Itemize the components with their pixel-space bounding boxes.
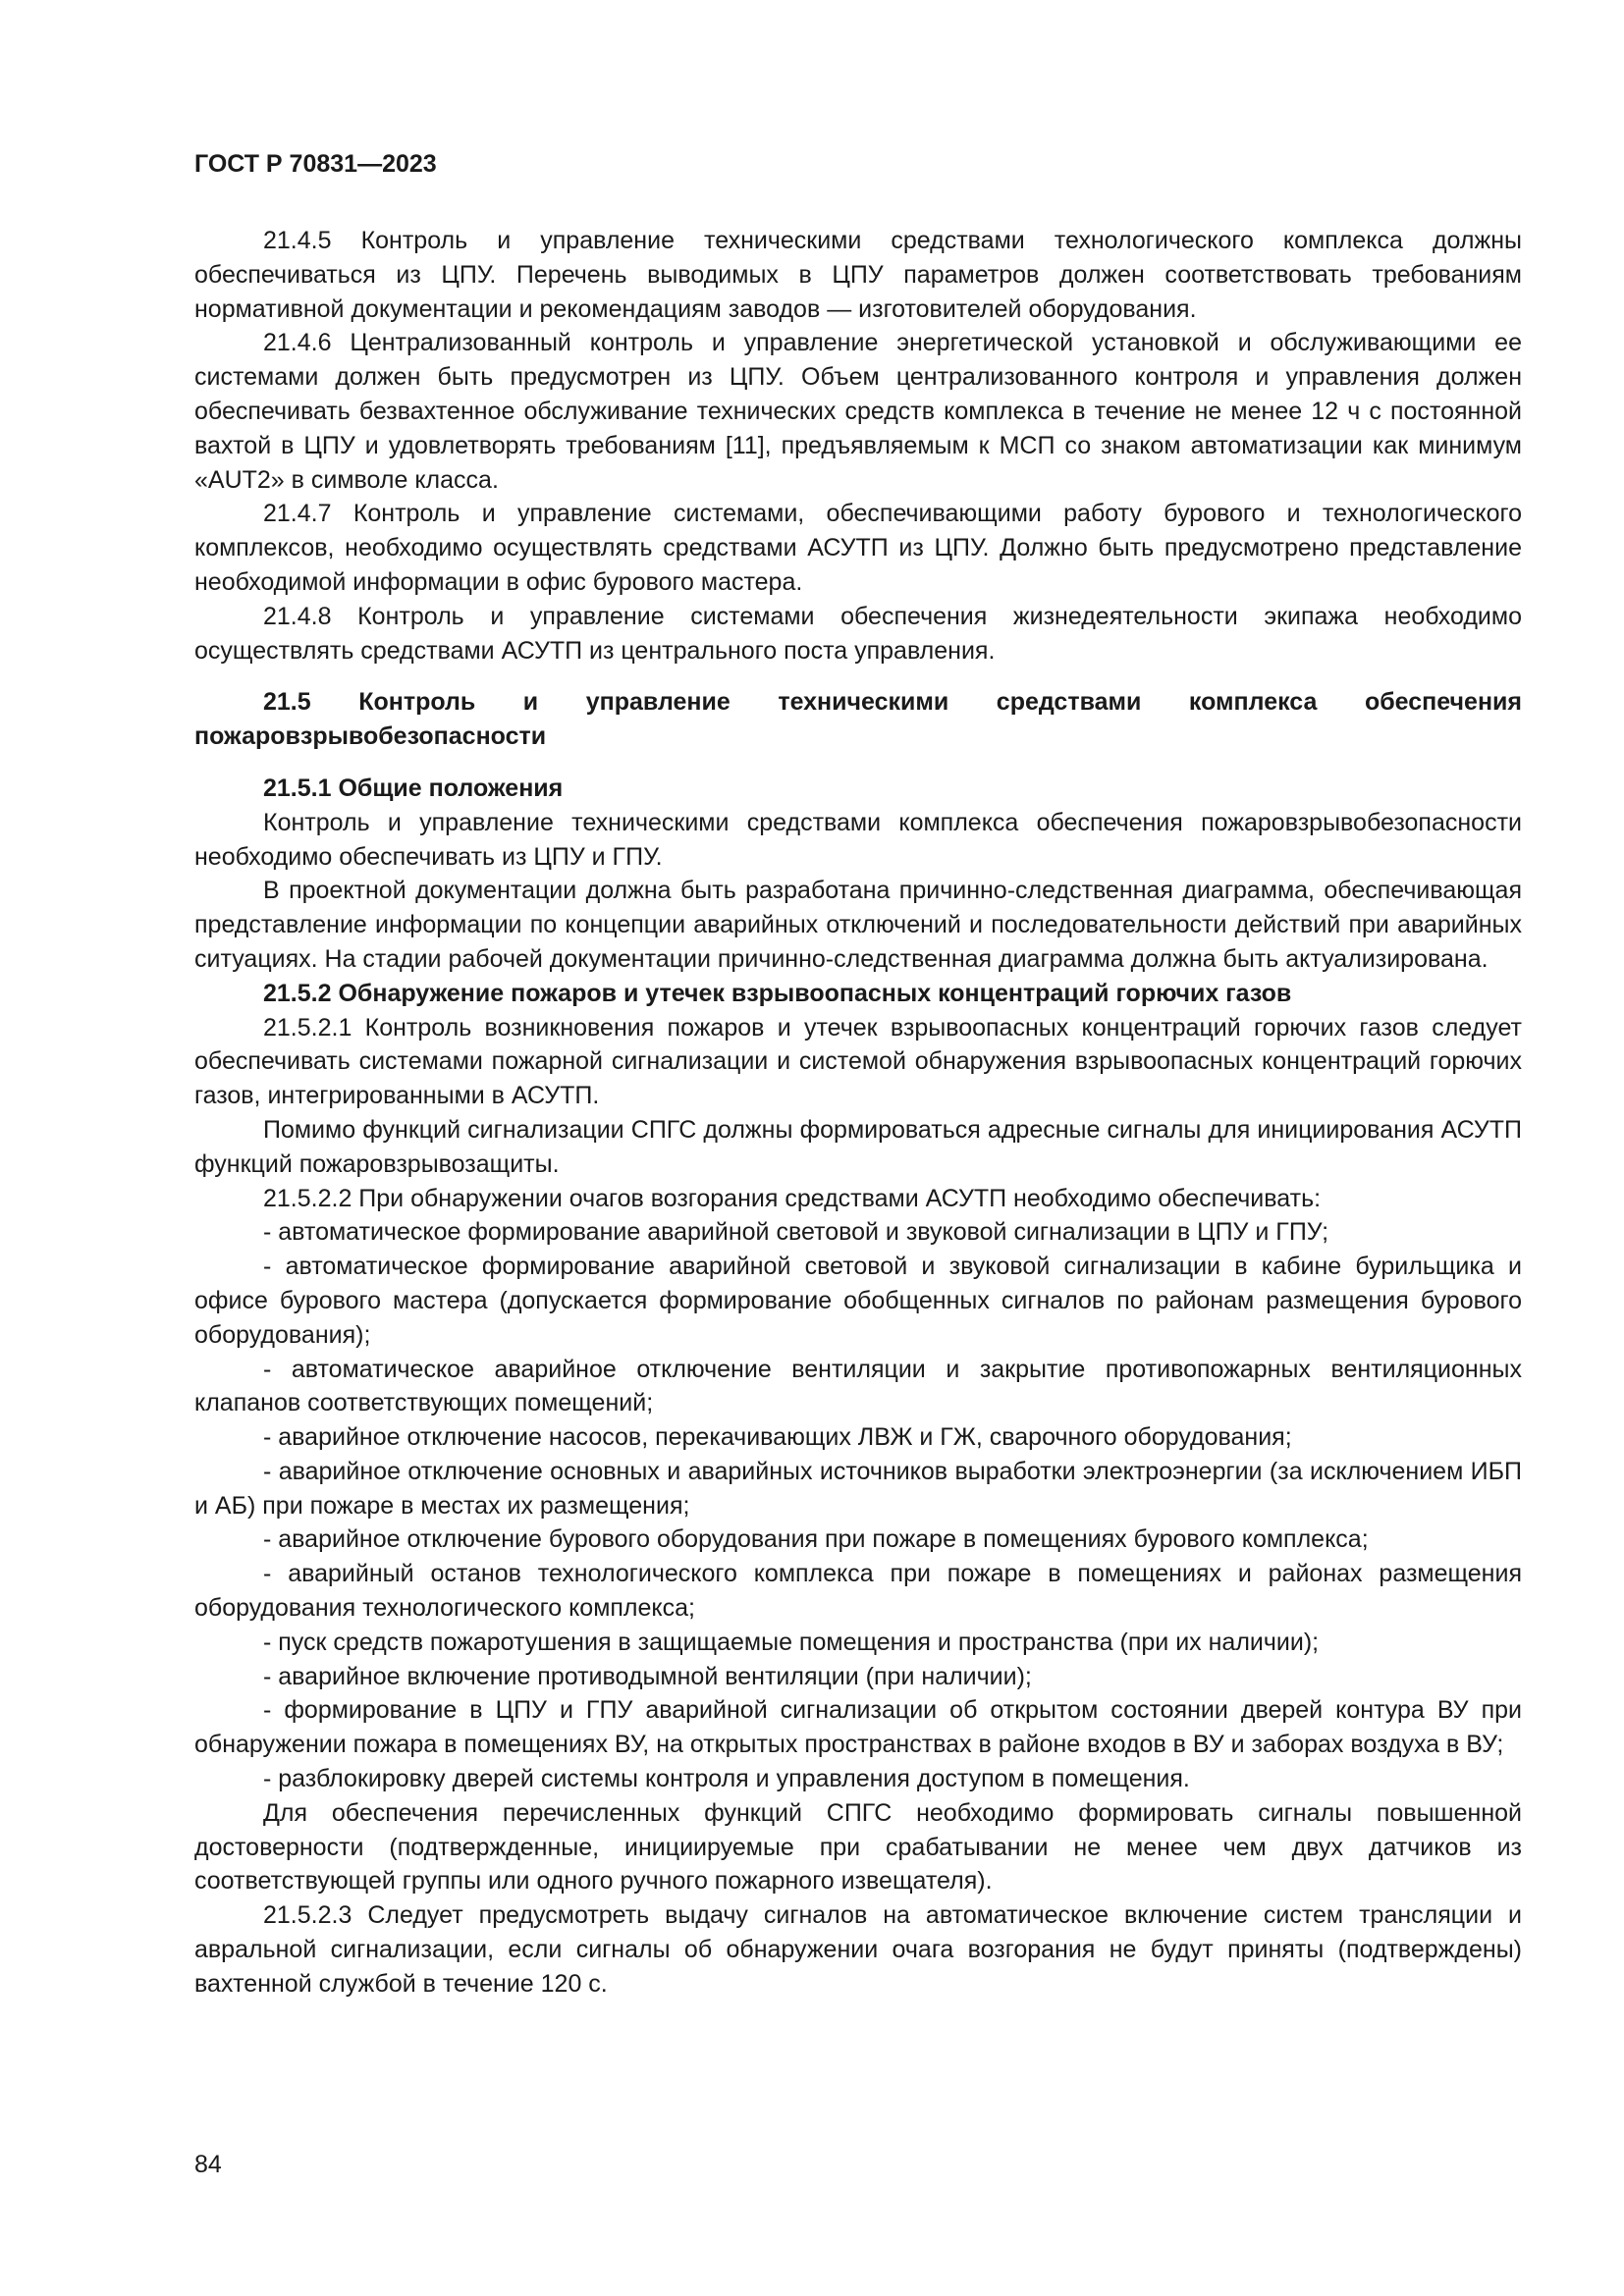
list-item: - автоматическое формирование аварийной световой и звуковой сигнализации в ЦПУ и ГПУ; [263,1218,1329,1247]
list-item: - формирование в ЦПУ и ГПУ аварийной сигнализации об открытом состоянии дверей контура ВУ при обнаружении пожара в помещениях ВУ, на открытых пространствах в районе входов в ВУ и заборах воздуха в ВУ; [194,1696,1522,1759]
subsection-heading-21-5-2: 21.5.2 Обнаружение пожаров и утечек взрывоопасных концентраций горючих газов [263,979,1292,1007]
document-header: ГОСТ Р 70831—2023 [194,150,437,178]
paragraph-21-4-7: 21.4.7 Контроль и управление системами, обеспечивающими работу бурового и технологического комплексов, необходимо осуществлять средствами АСУТП из ЦПУ. Должно быть предусмотрено представление необходимой информации в офис бурового мастера. [194,500,1522,596]
paragraph: Контроль и управление техническими средствами комплекса обеспечения пожаровзрывобезопасности необходимо обеспечивать из ЦПУ и ГПУ. [194,808,1522,871]
list-item: - автоматическое аварийное отключение вентиляции и закрытие противопожарных вентиляционных клапанов соответствующих помещений; [194,1355,1522,1417]
list-item: - аварийное отключение бурового оборудования при пожаре в помещениях бурового комплекса; [263,1525,1369,1554]
list-item: - пуск средств пожаротушения в защищаемые помещения и пространства (при их наличии); [263,1628,1320,1656]
subsection-heading-21-5-1: 21.5.1 Общие положения [263,774,564,802]
paragraph-21-5-2-3: 21.5.2.3 Следует предусмотреть выдачу сигналов на автоматическое включение систем трансляции и авральной сигнализации, если сигналы об обнаружении очага возгорания не будут приняты (подтверждены) вахтенной службой в течение 120 с. [194,1901,1522,1998]
paragraph-21-4-6: 21.4.6 Централизованный контроль и управление энергетической установкой и обслуживающими ее системами должен быть предусмотрен из ЦПУ. Объем централизованного контроля и управления должен обеспечивать безвахтенное обслуживание технических средств комплекса в течение не менее 12 ч с постоянной вахтой в ЦПУ и удовлетворять требованиям [11], предъявляемым к МСП со знаком автоматизации как минимум «AUT2» в символе класса. [194,329,1522,494]
list-item: - разблокировку дверей системы контроля и управления доступом в помещения. [263,1765,1190,1793]
document-body [194,224,1522,2002]
paragraph: В проектной документации должна быть разработана причинно-следственная диаграмма, обеспечивающая представление информации по концепции аварийных отключений и последовательности действий при аварийных ситуациях. На стадии рабочей документации причинно-следственная диаграмма должна быть актуализирована. [194,877,1522,973]
paragraph-21-4-8: 21.4.8 Контроль и управление системами обеспечения жизнедеятельности экипажа необходимо осуществлять средствами АСУТП из центрального поста управления. [194,602,1522,665]
list-item: - аварийный останов технологического комплекса при пожаре в помещениях и районах размещения оборудования технологического комплекса; [194,1560,1522,1623]
list-item: - аварийное включение противодымной вентиляции (при наличии); [263,1662,1032,1690]
list-item: - аварийное отключение основных и аварийных источников выработки электроэнергии (за исключением ИБП и АБ) при пожаре в местах их размещения; [194,1457,1522,1520]
list-item: - автоматическое формирование аварийной световой и звуковой сигнализации в кабине бурильщика и офисе бурового мастера (допускается формирование обобщенных сигналов по районам размещения бурового оборудования); [194,1253,1522,1349]
paragraph-21-5-2-1: 21.5.2.1 Контроль возникновения пожаров и утечек взрывоопасных концентраций горючих газов следует обеспечивать системами пожарной сигнализации и системой обнаружения взрывоопасных концентраций горючих газов, интегрированными в АСУТП. [194,1013,1522,1110]
section-heading-21-5: 21.5 Контроль и управление техническими средствами комплекса обеспечения пожаровзрывобезопасности [194,688,1522,751]
document-page [194,147,1522,2002]
page-number: 84 [194,2151,222,2178]
paragraph: Помимо функций сигнализации СПГС должны формироваться адресные сигналы для инициирования АСУТП функций пожаровзрывозащиты. [194,1115,1522,1178]
paragraph-21-5-2-2: 21.5.2.2 При обнаружении очагов возгорания средствами АСУТП необходимо обеспечивать: [263,1184,1322,1212]
paragraph-21-4-5: 21.4.5 Контроль и управление техническими средствами технологического комплекса должны обеспечиваться из ЦПУ. Перечень выводимых в ЦПУ параметров должен соответствовать требованиям нормативной документации и рекомендациям заводов — изготовителей оборудования. [194,227,1522,323]
list-item: - аварийное отключение насосов, перекачивающих ЛВЖ и ГЖ, сварочного оборудования; [263,1423,1292,1452]
paragraph: Для обеспечения перечисленных функций СПГС необходимо формировать сигналы повышенной достоверности (подтвержденные, инициируемые при срабатывании не менее чем двух датчиков из соответствующей группы или одного ручного пожарного извещателя). [194,1798,1522,1896]
